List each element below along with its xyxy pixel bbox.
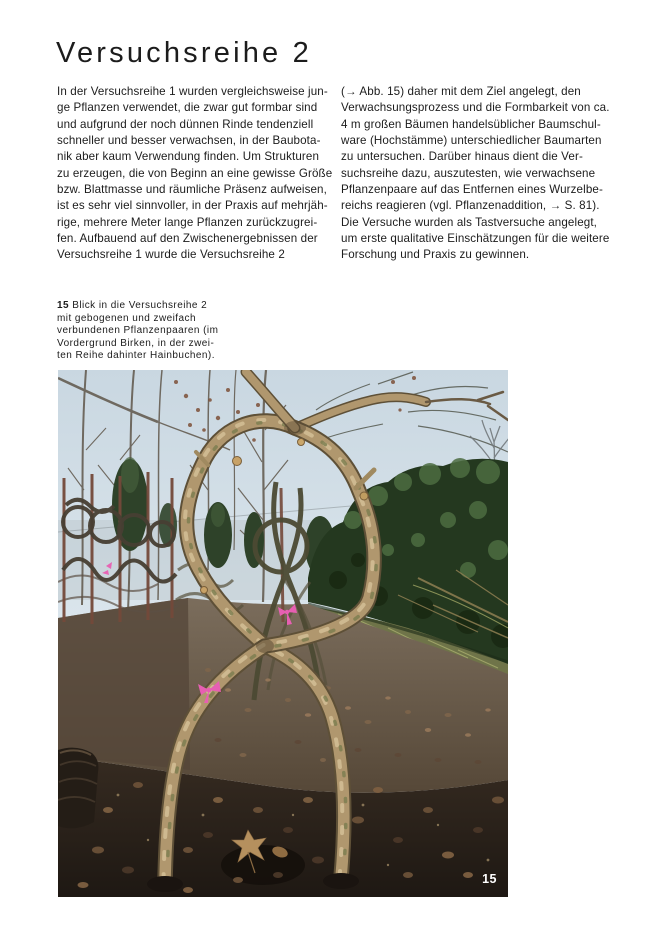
text-line: Pflanzenpaare auf das Entfernen eines Wurzelbe- — [341, 183, 603, 197]
figure-number-overlay: 15 — [482, 872, 497, 886]
text-line: 4 m großen Bäumen handelsüblicher Baumschul- — [341, 117, 601, 131]
text-line: ware (Hochstämme) unterschiedlicher Baumarten — [341, 134, 602, 148]
left-leg-mound — [147, 876, 183, 892]
text-line: In der Versuchsreihe 1 wurden vergleichsweise jun- — [57, 85, 328, 98]
text-line: nik aber kaum Verwendung finden. Um Strukturen — [57, 150, 320, 164]
text-line: verbundenen Pflanzenpaaren (im — [57, 325, 219, 336]
caption-text: Blick in die Versuchsreihe 2 — [72, 300, 208, 311]
midground-left-shade — [58, 598, 190, 770]
page-title: Versuchsreihe 2 — [56, 37, 312, 69]
text-line: Vordergrund Birken, in der zwei- — [57, 337, 215, 349]
text-line: suchsreihe dazu, auszutesten, wie verwachsene — [341, 166, 596, 180]
caption-first-line — [57, 300, 267, 313]
text-line: Forschung und Praxis zu gewinnen. — [341, 248, 530, 262]
text-line: rige, mehrere Meter lange Pflanzen zurückzugrei- — [57, 215, 318, 229]
right-leg-mound — [323, 873, 359, 889]
text-line: schneller und besser verwachsen, in der Baubota- — [57, 134, 321, 148]
figure-caption — [57, 300, 267, 363]
text-line: ge Pflanzen verwendet, die zwar gut formbar sind — [57, 101, 318, 115]
text-line: zu untersuchen. Darüber hinaus dient die Ver- — [341, 150, 583, 164]
caption-rest-lines — [57, 313, 267, 363]
text-line: ten Reihe dahinter Hainbuchen). — [57, 350, 215, 361]
photo-illustration — [58, 370, 508, 897]
text-line: reichs reagieren (vgl. Pflanzenaddition, → S. 81). — [341, 199, 600, 213]
text-line: fen. Aufbauend auf den Zwischenergebnissen der — [57, 232, 318, 246]
caption-figure-number: 15 — [57, 300, 70, 311]
plant-pot — [58, 748, 98, 829]
text-line: ist es sehr viel sinnvoller, in der Praxis auf mehrjäh- — [57, 199, 328, 213]
text-line: bzw. Blattmasse und räumliche Präsenz aufweisen, — [57, 183, 327, 197]
text-line: Versuchsreihe 1 wurde die Versuchsreihe 2 — [57, 248, 285, 262]
text-line: zu erzeugen, die von Beginn an eine gewisse Größe — [57, 166, 333, 180]
text-line: (→ Abb. 15) daher mit dem Ziel angelegt, den — [341, 85, 581, 98]
text-line: und aufgrund der noch dünnen Rinde tendenziell — [57, 117, 314, 131]
body-text-left-column — [57, 84, 339, 264]
text-line: mit gebogenen und zweifach — [57, 312, 197, 324]
figure-photo — [58, 370, 508, 897]
text-line: Die Versuche wurden als Tastversuche angelegt, — [341, 215, 598, 229]
text-line: um erste qualitative Einschätzungen für die weitere — [341, 232, 610, 246]
body-text-right-column — [341, 84, 617, 264]
text-line: Verwachsungsprozess und die Formbarkeit von ca. — [341, 101, 610, 115]
